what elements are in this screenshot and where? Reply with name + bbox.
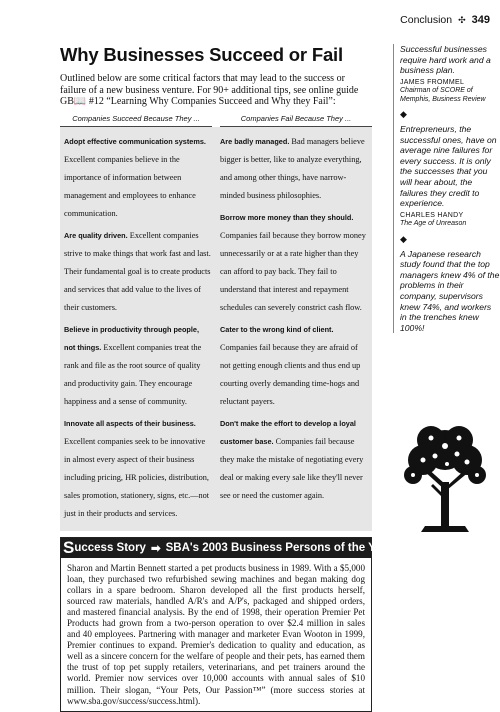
- factor-item: [64, 413, 212, 521]
- arrow-right-icon: ➡: [150, 542, 161, 555]
- quote-text: A Japanese research study found that the top managers knew 4% of the problems in their company, supervisors knew 74%, and workers in the trenches knew 100%!: [400, 248, 500, 333]
- factors-table: [60, 127, 372, 531]
- quote-attribution: [400, 212, 500, 229]
- sidebar-quote: [400, 124, 500, 229]
- factor-body: Bad managers believe bigger is better, like to analyze everything, and among other things, have narrow-minded business philosophies.: [220, 136, 365, 200]
- succeed-column: [64, 131, 212, 525]
- quote-text: Entrepreneurs, the successful ones, have on average nine failures for every success. It is only the successes that you will hear about, the failures they credit to experience.: [400, 124, 497, 209]
- factor-item: [220, 207, 368, 315]
- success-story-text: Sharon and Martin Bennett started a pet products business in 1989. With a $5,000 loan, they purchased two refurbished sewing machines and began making dog collars in a spare bedroom. Sharon developed all the first products herself, sourced raw materials, handled A/R's and A/P's, packaged and shipped orders, and mastered financial analysis. By the end of 1998, their operation Premier Pet Products had grown from a two-person operation to over $2.4 million in sales and 40 employees. Partnering with manager and marketer Evan Wooton in 1999, Premier continues to expand. Premier's dedication to quality and education, as well as a sincere concern for the welfare of people and their pets, has earned them the trust of top pet supply retailers, veterinarians, and pet trainers around the world. Premier now services over 10,000 accounts with annual sales of $10 million. Their slogan, “Your Pets, Our Passion™” (more success stories at www.sba.gov/success/success.html).: [67, 562, 365, 706]
- factor-body: Companies fail because they are afraid of not getting enough clients and thus end up courting overly demanding time-hogs and reluctant payers.: [220, 342, 361, 406]
- factor-item: [64, 131, 212, 221]
- sidebar-quote: [400, 44, 500, 104]
- diamond-divider-icon: ◆: [400, 109, 407, 119]
- factor-item: [64, 319, 212, 409]
- factor-item: [220, 319, 368, 409]
- factor-lead: Cater to the wrong kind of client.: [220, 324, 334, 334]
- success-story-box: [60, 537, 393, 712]
- factor-body: Companies fail because they borrow money unnecessarily or at a rate higher than they can afford to pay back. They fail to understand that interest and repayment schedules can severely constrict cash flow.: [220, 230, 366, 312]
- factor-lead: Believe in productivity through people, not things.: [64, 324, 200, 352]
- factor-item: [64, 225, 212, 315]
- factor-item: [220, 131, 368, 203]
- fail-column-header: Companies Fail Because They ...: [220, 114, 372, 127]
- success-story-topic: SBA's 2003 Business Persons of the Year: [165, 541, 393, 554]
- diamond-divider-icon: ◆: [400, 233, 407, 244]
- running-head: [400, 14, 490, 26]
- factor-lead: Adopt effective communication systems.: [64, 136, 206, 146]
- factor-lead: Don't make the effort to develop a loyal customer base.: [220, 418, 356, 446]
- success-story-header: [61, 537, 393, 558]
- quote-source: The Age of Unreason: [400, 220, 467, 228]
- succeed-column-header: Companies Succeed Because They ...: [60, 114, 212, 127]
- factor-lead: Borrow more money than they should.: [220, 212, 354, 222]
- sidebar-quote: [400, 249, 500, 334]
- quote-source: Chairman of SCORE of Memphis, Business Review: [400, 87, 486, 103]
- quote-text: Successful businesses require hard work and a business plan.: [400, 44, 491, 76]
- factor-body: Excellent companies seek to be innovative in almost every aspect of their business including pricing, HR policies, distribution, sales promotion, stationery, signs, etc.—not just in their products and services.: [64, 436, 210, 518]
- quote-sidebar: [393, 44, 500, 333]
- success-story-initial: S: [63, 537, 75, 557]
- factors-header: [60, 114, 372, 127]
- fail-column: [220, 131, 368, 525]
- main-column: [60, 44, 393, 712]
- quote-author: JAMES FROMMEL: [400, 78, 465, 86]
- page-title: Why Businesses Succeed or Fail: [60, 44, 343, 65]
- factor-body: Excellent companies strive to make things that work fast and last. Their fundamental goal is to create products and services that add value to the lives of their customers.: [64, 230, 211, 312]
- factor-body: Companies fail because they make the mistake of negotiating every deal or making every sale like they'll never see or need the customer again.: [220, 436, 364, 500]
- page-number: 349: [471, 14, 490, 26]
- ornament-icon: ✣: [458, 14, 466, 25]
- factor-body: Excellent companies believe in the importance of information between management and employees to enhance communication.: [64, 154, 196, 218]
- factor-lead: Are badly managed.: [220, 136, 290, 146]
- success-story-label: uccess Story: [74, 541, 146, 554]
- factor-lead: Innovate all aspects of their business.: [64, 418, 196, 428]
- factor-body: Excellent companies treat the rank and file as the root source of quality and productivity gain. They encourage happiness and a sense of community.: [64, 342, 202, 406]
- money-tree-icon: [395, 420, 495, 540]
- intro-paragraph: Outlined below are some critical factors that may lead to the success or failure of a new business venture. For 90+ additional tips, see online guide GB📖 #12 “Learning Why Companies Succeed and Why they Fail”:: [60, 73, 359, 107]
- factor-lead: Are quality driven.: [64, 230, 128, 240]
- factor-item: [220, 413, 368, 503]
- section-name: Conclusion: [400, 14, 453, 26]
- quote-author: CHARLES HANDY: [400, 211, 464, 219]
- quote-attribution: [400, 79, 500, 104]
